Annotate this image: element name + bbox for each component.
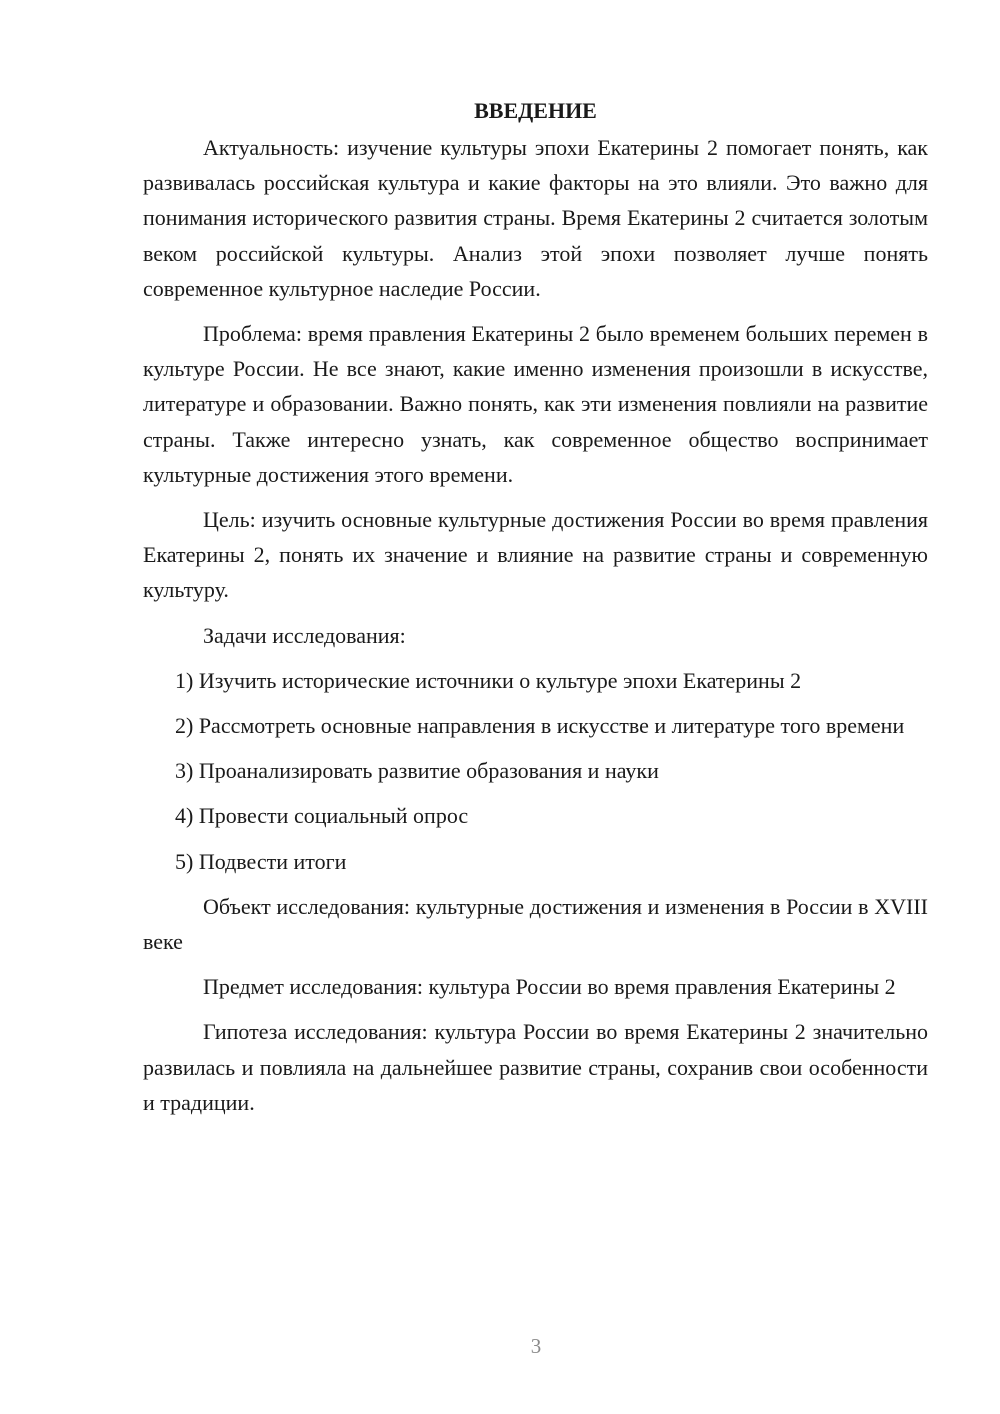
paragraph-object: Объект исследования: культурные достижения и изменения в России в XVIII веке xyxy=(143,893,928,955)
paragraph-problem: Проблема: время правления Екатерины 2 было временем больших перемен в культуре России. Не все знают, какие именно изменения произошли в искусстве, литературе и образовании. Важно понять, как эти изменения повлияли на развитие страны. Также интересно узнать, как современное общество воспринимает культурные достижения этого времени. xyxy=(143,321,928,487)
paragraph-subject: Предмет исследования: культура России во время правления Екатерины 2 xyxy=(203,974,896,1000)
paragraph-hypothesis: Гипотеза исследования: культура России во время Екатерины 2 значительно развилась и повлияла на дальнейшее развитие страны, сохранив свои особенности и традиции. xyxy=(143,1019,928,1115)
page-body xyxy=(143,93,928,1120)
task-item-4: 4) Провести социальный опрос xyxy=(175,803,469,829)
paragraph-goal: Цель: изучить основные культурные достижения России во время правления Екатерины 2, понять их значение и влияние на развитие страны и современную культуру. xyxy=(143,507,928,603)
task-item-3: 3) Проанализировать развитие образования и науки xyxy=(175,758,659,784)
task-item-1: 1) Изучить исторические источники о культуре эпохи Екатерины 2 xyxy=(175,667,802,693)
page-number: 3 xyxy=(530,1334,542,1358)
task-item-2: 2) Рассмотреть основные направления в искусстве и литературе того времени xyxy=(175,713,905,739)
paragraph-relevance: Актуальность: изучение культуры эпохи Екатерины 2 помогает понять, как развивалась российская культура и какие факторы на это влияли. Это важно для понимания исторического развития страны. Время Екатерины 2 считается золотым веком российской культуры. Анализ этой эпохи позволяет лучше понять современное культурное наследие России. xyxy=(143,135,928,301)
tasks-heading: Задачи исследования: xyxy=(203,622,406,648)
task-item-5: 5) Подвести итоги xyxy=(175,848,347,874)
page-title: ВВЕДЕНИЕ xyxy=(474,98,597,123)
